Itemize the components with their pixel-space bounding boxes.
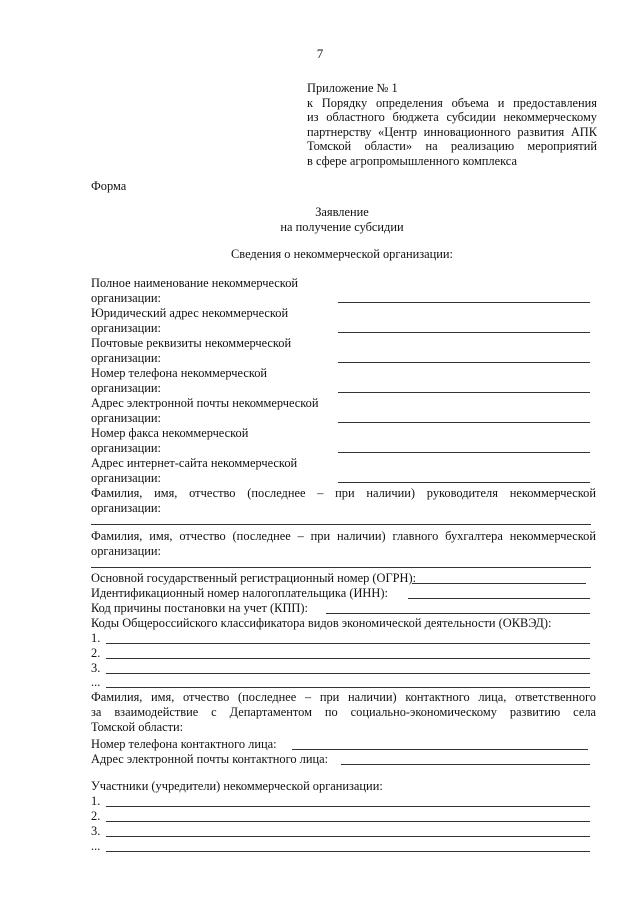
legal-address-blank[interactable] — [338, 332, 590, 333]
field-label-fax-2: организации: — [91, 441, 161, 455]
founder-item-2: 2. — [91, 809, 101, 823]
phone-blank[interactable] — [338, 392, 590, 393]
ogrn-label: Основной государственный регистрационный номер (ОГРН): — [91, 571, 417, 585]
okved-item-more: ... — [91, 675, 101, 689]
field-label-postal: Почтовые реквизиты некоммерческой — [91, 336, 292, 350]
contact-fio-label-2: за взаимодействие с Департаментом по социально-экономическому развитию села — [91, 705, 596, 719]
annex-line: в сфере агропромышленного комплекса — [307, 153, 517, 168]
annex-line: партнерству «Центр инновационного развития АПК — [307, 124, 597, 139]
inn-blank[interactable] — [408, 598, 590, 599]
contact-phone-blank[interactable] — [292, 749, 588, 750]
ogrn-blank[interactable] — [412, 583, 586, 584]
email-blank[interactable] — [338, 422, 590, 423]
field-label-email-2: организации: — [91, 411, 161, 425]
founder-item-more: ... — [91, 839, 101, 853]
founder-blank-1[interactable] — [106, 806, 590, 807]
section-heading: Сведения о некоммерческой организации: — [231, 247, 453, 261]
field-label-full-name-2: организации: — [91, 291, 161, 305]
annex-block — [307, 81, 597, 169]
field-label-full-name: Полное наименование некоммерческой — [91, 276, 299, 290]
contact-fio-label-3: Томской области: — [91, 720, 184, 734]
fax-blank[interactable] — [338, 452, 590, 453]
document-title: Заявление — [315, 205, 369, 219]
contact-email-blank[interactable] — [341, 764, 590, 765]
okved-label: Коды Общероссийского классификатора видов экономической деятельности (ОКВЭД): — [91, 616, 552, 630]
okved-blank-more[interactable] — [106, 687, 590, 688]
annex-title: Приложение № 1 — [307, 81, 398, 95]
founder-item-3: 3. — [91, 824, 101, 838]
annex-line: к Порядку определения объема и предоставления — [307, 95, 597, 110]
head-fio-label-2: организации: — [91, 501, 161, 515]
founder-blank-2[interactable] — [106, 821, 590, 822]
okved-blank-2[interactable] — [106, 658, 590, 659]
field-label-phone-2: организации: — [91, 381, 161, 395]
okved-item-1: 1. — [91, 631, 101, 645]
contact-fio-label: Фамилия, имя, отчество (последнее – при наличии) контактного лица, ответственного — [91, 690, 596, 704]
accountant-fio-blank[interactable] — [91, 567, 591, 568]
founder-blank-more[interactable] — [106, 851, 590, 852]
postal-blank[interactable] — [338, 362, 590, 363]
contact-phone-label: Номер телефона контактного лица: — [91, 737, 277, 751]
field-label-phone: Номер телефона некоммерческой — [91, 366, 268, 380]
head-fio-blank[interactable] — [91, 524, 591, 525]
annex-line: из областного бюджета субсидии некоммерческому — [307, 110, 597, 125]
okved-item-3: 3. — [91, 661, 101, 675]
field-label-website-2: организации: — [91, 471, 161, 485]
field-label-website: Адрес интернет-сайта некоммерческой — [91, 456, 298, 470]
founder-item-1: 1. — [91, 794, 101, 808]
website-blank[interactable] — [338, 482, 590, 483]
head-fio-label: Фамилия, имя, отчество (последнее – при наличии) руководителя некоммерческой — [91, 486, 596, 500]
full-name-blank[interactable] — [338, 302, 590, 303]
accountant-fio-label: Фамилия, имя, отчество (последнее – при наличии) главного бухгалтера некоммерческой — [91, 529, 596, 543]
kpp-label: Код причины постановки на учет (КПП): — [91, 601, 308, 615]
field-label-legal-address: Юридический адрес некоммерческой — [91, 306, 289, 320]
field-label-postal-2: организации: — [91, 351, 161, 365]
founder-blank-3[interactable] — [106, 836, 590, 837]
founders-label: Участники (учредители) некоммерческой организации: — [91, 779, 383, 793]
okved-item-2: 2. — [91, 646, 101, 660]
accountant-fio-label-2: организации: — [91, 544, 161, 558]
contact-email-label: Адрес электронной почты контактного лица: — [91, 752, 329, 766]
annex-line: Томской области» на реализацию мероприятий — [307, 139, 597, 154]
field-label-legal-address-2: организации: — [91, 321, 161, 335]
inn-label: Идентификационный номер налогоплательщика (ИНН): — [91, 586, 388, 600]
field-label-email: Адрес электронной почты некоммерческой — [91, 396, 319, 410]
page-number: 7 — [316, 46, 324, 61]
field-label-fax: Номер факса некоммерческой — [91, 426, 249, 440]
kpp-blank[interactable] — [326, 613, 590, 614]
okved-blank-1[interactable] — [106, 643, 590, 644]
document-subtitle: на получение субсидии — [280, 220, 404, 234]
okved-blank-3[interactable] — [106, 673, 590, 674]
form-label: Форма — [91, 179, 127, 193]
